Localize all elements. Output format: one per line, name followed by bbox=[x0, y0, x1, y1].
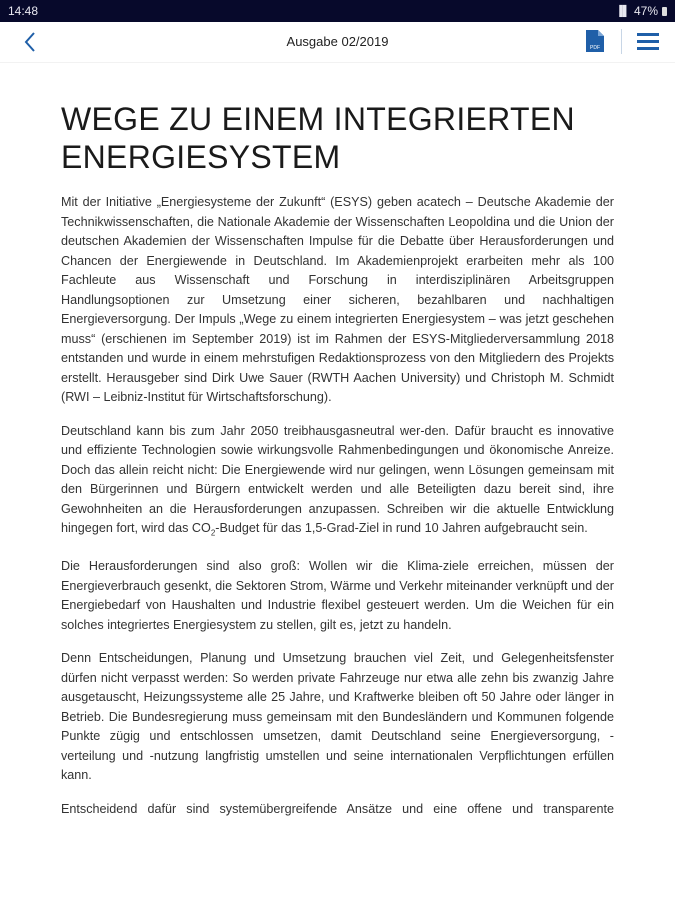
status-bar bbox=[0, 0, 675, 22]
pdf-button[interactable] bbox=[586, 30, 604, 52]
subscript: 2 bbox=[210, 528, 216, 538]
paragraph: Die Herausforderungen sind also groß: Wollen wir die Klima-ziele erreichen, müssen der Energieverbrauch gesenkt, die Sektoren Strom, Wärme und Verkehr miteinander verknüpft und der Energiebedarf von Haushalten und Industrie flexibel gesteuert werden. Um die Weichen für ein solches integriertes Energiesystem zu stellen, gilt es, jetzt zu handeln. bbox=[61, 559, 614, 632]
signal-icon: ▐▌ bbox=[615, 5, 630, 17]
app-header bbox=[0, 22, 675, 63]
paragraph: Mit der Initiative „Energiesysteme der Zukunft“ (ESYS) geben acatech – Deutsche Akademie der Technikwissenschaften, die Nationale Akademie der Wissenschaften Leopoldina und die Union der deutschen Akademien der Wissenschaften Impulse für die Debatte über Herausforderungen und Chancen der Energiewende in Deutschland. Im Akademienprojekt erarbeiten mehr als 100 Fachleute aus Wissenschaft und Forschung in interdisziplinären Arbeitsgruppen Handlungsoptionen zur Umsetzung einer sicheren, bezahlbaren und nachhaltigen Energieversorgung. Der Impuls „Wege zu einem integrierten Energiesystem – was jetzt geschehen muss“ (erschienen im September 2019) ist im Rahmen der ESYS-Mitgliederversammlung 2018 entstanden und wurde in einem mehrstufigen Redaktionsprozess von den Mitgliedern des Projekts erstellt. Herausgeber sind Dirk Uwe Sauer (RWTH Aachen University) und Christoph M. Schmidt (RWI – Leibniz-Institut für Wirtschaftsforschung). bbox=[61, 195, 614, 404]
battery-icon bbox=[662, 7, 667, 16]
paragraph-text: -Budget für das 1,5-Grad-Ziel in rund 10 Jahren aufgebraucht sein. bbox=[215, 521, 588, 535]
paragraph-text: Deutschland kann bis zum Jahr 2050 treibhausgasneutral wer-den. Dafür braucht es innovative und effiziente Technologien sowie wirkungsvolle Rahmenbedingungen und ökonomische Anreize. Doch das allein reicht nicht: Die Energiewende wird nur gelingen, wenn Lösungen gemeinsam mit den Bürgerinnen und Bürgern entwickelt werden und alle Beteiligten dazu bereit sind, ihre Gewohnheiten an die Herausforderungen anzupassen. Schreiben wir die aktuelle Entwicklung hingegen fort, wird das CO bbox=[61, 423, 614, 535]
paragraph: Denn Entscheidungen, Planung und Umsetzung brauchen viel Zeit, und Gelegenheitsfenster dürfen nicht verpasst werden: So werden private Fahrzeuge nur etwa alle zehn bis zwanzig Jahre ausgetauscht, Heizungssysteme alle 25 Jahre, und Kraftwerke bleiben oft 50 Jahre oder länger in Betrieb. Die Bundesregierung muss gemeinsam mit den Bundesländern und Kommunen folgende Punkte zügig und entschlossen umsetzen, damit Deutschland seine Energieversorgung, -verteilung und -nutzung langfristig umstellen und seine internationalen Verpflichtungen erfüllen kann. bbox=[61, 651, 614, 783]
article-content bbox=[61, 100, 614, 900]
menu-button[interactable] bbox=[637, 33, 659, 51]
issue-title: Ausgabe 02/2019 bbox=[286, 34, 389, 49]
paragraph: Entscheidend dafür sind systemübergreifende Ansätze und eine offene und transparente bbox=[61, 801, 614, 816]
article-title: WEGE ZU EINEM INTEGRIERTEN ENERGIESYSTEM bbox=[61, 101, 575, 175]
battery-level: 47% bbox=[633, 4, 658, 18]
paragraph bbox=[61, 422, 614, 544]
hamburger-icon bbox=[637, 33, 659, 50]
clock: 14:48 bbox=[8, 4, 39, 18]
divider bbox=[621, 29, 622, 54]
pdf-icon bbox=[586, 30, 604, 52]
svg-text:PDF: PDF bbox=[590, 45, 600, 51]
